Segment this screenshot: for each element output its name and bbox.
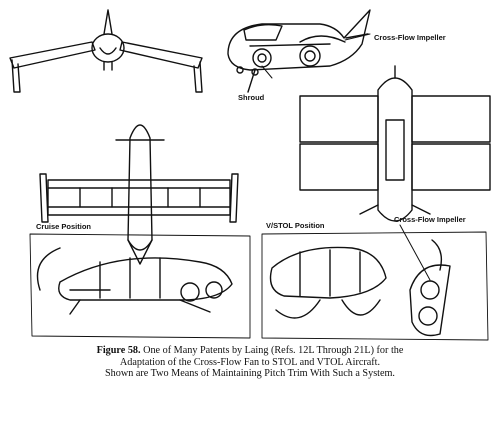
side-view-aircraft: [228, 10, 370, 92]
caption-line-3: Shown are Two Means of Maintaining Pitch Trim With Such a System.: [105, 368, 395, 379]
figure-number: Figure 58.: [96, 345, 141, 356]
label-cruise-position: Cruise Position: [36, 222, 92, 231]
front-view-aircraft: [10, 10, 202, 92]
label-cross-flow-impeller-top: Cross-Flow Impeller: [374, 33, 446, 42]
top-view-aircraft-right: [300, 66, 490, 221]
caption-line-2: Adaptation of the Cross-Flow Fan to STOL and VTOL Aircraft.: [119, 356, 381, 368]
vstol-position-panel: [262, 232, 488, 340]
label-vstol-position: V/STOL Position: [266, 221, 325, 230]
top-view-aircraft-center: [40, 125, 238, 264]
label-cross-flow-impeller-bottom: Cross-Flow Impeller: [394, 215, 466, 224]
caption-line-1: One of Many Patents by Laing (Refs. 12L Through 21L) for the: [143, 345, 404, 356]
figure-caption: [0, 345, 500, 380]
label-shroud: Shroud: [238, 93, 265, 102]
